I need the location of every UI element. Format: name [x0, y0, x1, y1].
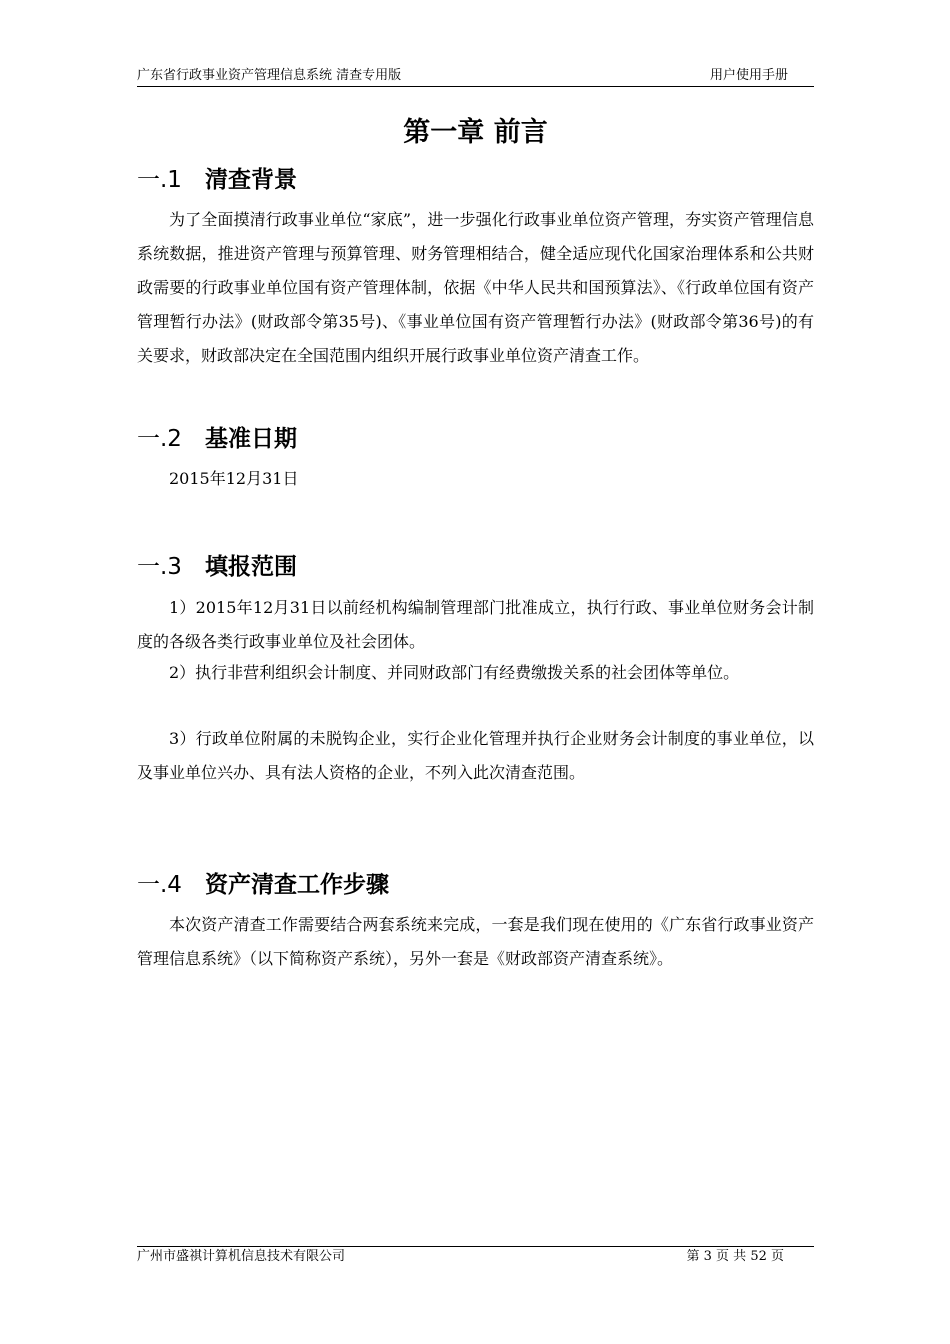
footer-company-name: 广州市盛祺计算机信息技术有限公司 [137, 1249, 346, 1264]
chapter-title: 第一章 前言 [403, 117, 548, 148]
footer-page-number: 第 3 页 共 52 页 [686, 1249, 784, 1264]
section-4-paragraph-1: 本次资产清查工作需要结合两套系统来完成，一套是我们现在使用的《广东省行政事业资产管理信息系统》（以下简称资产系统），另外一套是《财政部资产清查系统》。 [137, 915, 814, 968]
section-heading-4 [137, 868, 814, 902]
section-title: 资产清查工作步骤 [205, 872, 389, 898]
section-3-paragraph-3: 3）行政单位附属的未脱钩企业，实行企业化管理并执行企业财务会计制度的事业单位，以及事业单位兴办、具有法人资格的企业，不列入此次清查范围。 [137, 729, 814, 782]
section-number: 一.1 [137, 167, 182, 193]
section-title: 填报范围 [205, 554, 297, 580]
page-footer [137, 1246, 814, 1267]
section-heading-2 [137, 422, 814, 456]
header-document-title: 广东省行政事业资产管理信息系统 清查专用版 [137, 68, 402, 83]
section-title: 基准日期 [205, 426, 297, 452]
section-3-paragraph-1: 1）2015年12月31日以前经机构编制管理部门批准成立，执行行政、事业单位财务会计制度的各级各类行政事业单位及社会团体。 [137, 598, 814, 651]
header-manual-label: 用户使用手册 [709, 68, 788, 83]
section-heading-1 [137, 163, 814, 197]
section-1-paragraph-1: 为了全面摸清行政事业单位“家底”，进一步强化行政事业单位资产管理，夯实资产管理信息系统数据，推进资产管理与预算管理、财务管理相结合，健全适应现代化国家治理体系和公共财政需要的行政事业单位国有资产管理体制，依据《中华人民共和国预算法》、《行政单位国有资产管理暂行办法》(财政部令第35号)、《事业单位国有资产管理暂行办法》(财政部令第36号)的有关要求，财政部决定在全国范围内组织开展行政事业单位资产清查工作。 [137, 210, 814, 365]
section-3-paragraph-2: 2）执行非营利组织会计制度、并同财政部门有经费缴拨关系的社会团体等单位。 [169, 663, 740, 682]
section-heading-3 [137, 550, 814, 584]
section-title: 清查背景 [205, 167, 297, 193]
section-number: 一.4 [137, 872, 182, 898]
page-header [137, 66, 814, 87]
section-number: 一.3 [137, 554, 182, 580]
section-number: 一.2 [137, 426, 182, 452]
section-2-paragraph-1: 2015年12月31日 [169, 469, 299, 488]
